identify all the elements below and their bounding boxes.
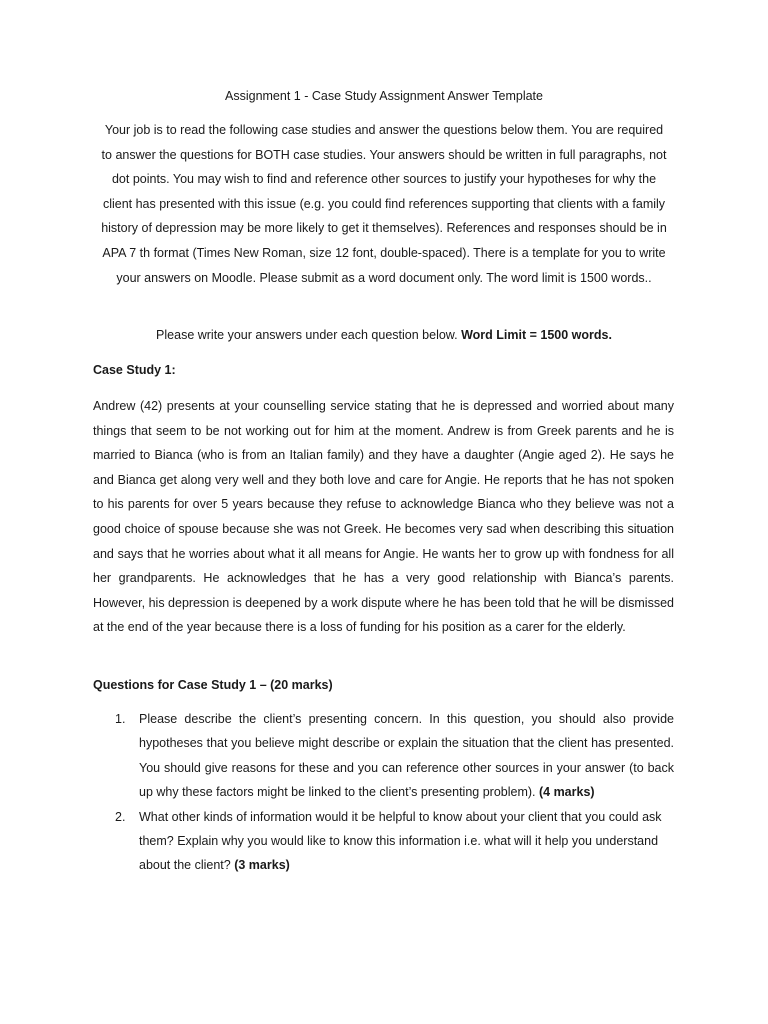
question-marks: (3 marks)	[234, 858, 290, 873]
case-study-heading: Case Study 1:	[93, 363, 176, 377]
instruction-text: Please write your answers under each question below.	[156, 328, 458, 342]
question-text: Please describe the client’s presenting concern. In this question, you should also provide hypotheses that you believe might describe or explain the situation that the client has presented. You should give reasons for these and you can reference other sources in your answer (to back up why these factors might be linked to the client’s presenting problem).	[139, 712, 674, 800]
questions-list	[93, 707, 674, 878]
question-text: What other kinds of information would it be helpful to know about your client that you could ask them? Explain why you would like to know this information i.e. what will it help you understand about the client?	[139, 809, 662, 873]
document-title: Assignment 1 - Case Study Assignment Answer Template	[225, 89, 543, 103]
question-number: 1.	[115, 712, 126, 726]
word-limit-text: Word Limit = 1500 words.	[461, 328, 612, 342]
question-number: 2.	[115, 809, 126, 824]
intro-paragraph: Your job is to read the following case studies and answer the questions below them. You are required to answer the questions for BOTH case studies. Your answers should be written in full paragraphs, not dot points. You may wish to find and reference other sources to justify your hypotheses for why the client has presented with this issue (e.g. you could find references supporting that clients with a family history of depression may be more likely to get it themselves). References and responses should be in APA 7 th format (Times New Roman, size 12 font, double-spaced). There is a template for you to write your answers on Moodle. Please submit as a word document only. The word limit is 1500 words..	[101, 123, 667, 285]
questions-heading: Questions for Case Study 1 – (20 marks)	[93, 678, 333, 692]
question-item	[93, 707, 674, 805]
question-item	[93, 805, 674, 878]
question-marks: (4 marks)	[538, 785, 595, 800]
instruction-line	[0, 326, 768, 344]
case-study-body: Andrew (42) presents at your counselling service stating that he is depressed and worried about many things that seem to be not working out for him at the moment. Andrew is from Greek parents and he is married to Bianca (who is from an Italian family) and they have a daughter (Angie aged 2). He says he and Bianca get along very well and they both love and care for Angie. He reports that he has not spoken to his parents for over 5 years because they refuse to acknowledge Bianca who they believe was not a good choice of spouse because she was not Greek. He becomes very sad when describing this situation and says that he worries about what it all means for Angie. He wants her to grow up with fondness for all her grandparents. He acknowledges that he has a very good relationship with Bianca’s parents. However, his depression is deepened by a work dispute where he has been told that he will be dismissed at the end of the year because there is a loss of funding for his position as a carer for the elderly.	[93, 399, 674, 635]
